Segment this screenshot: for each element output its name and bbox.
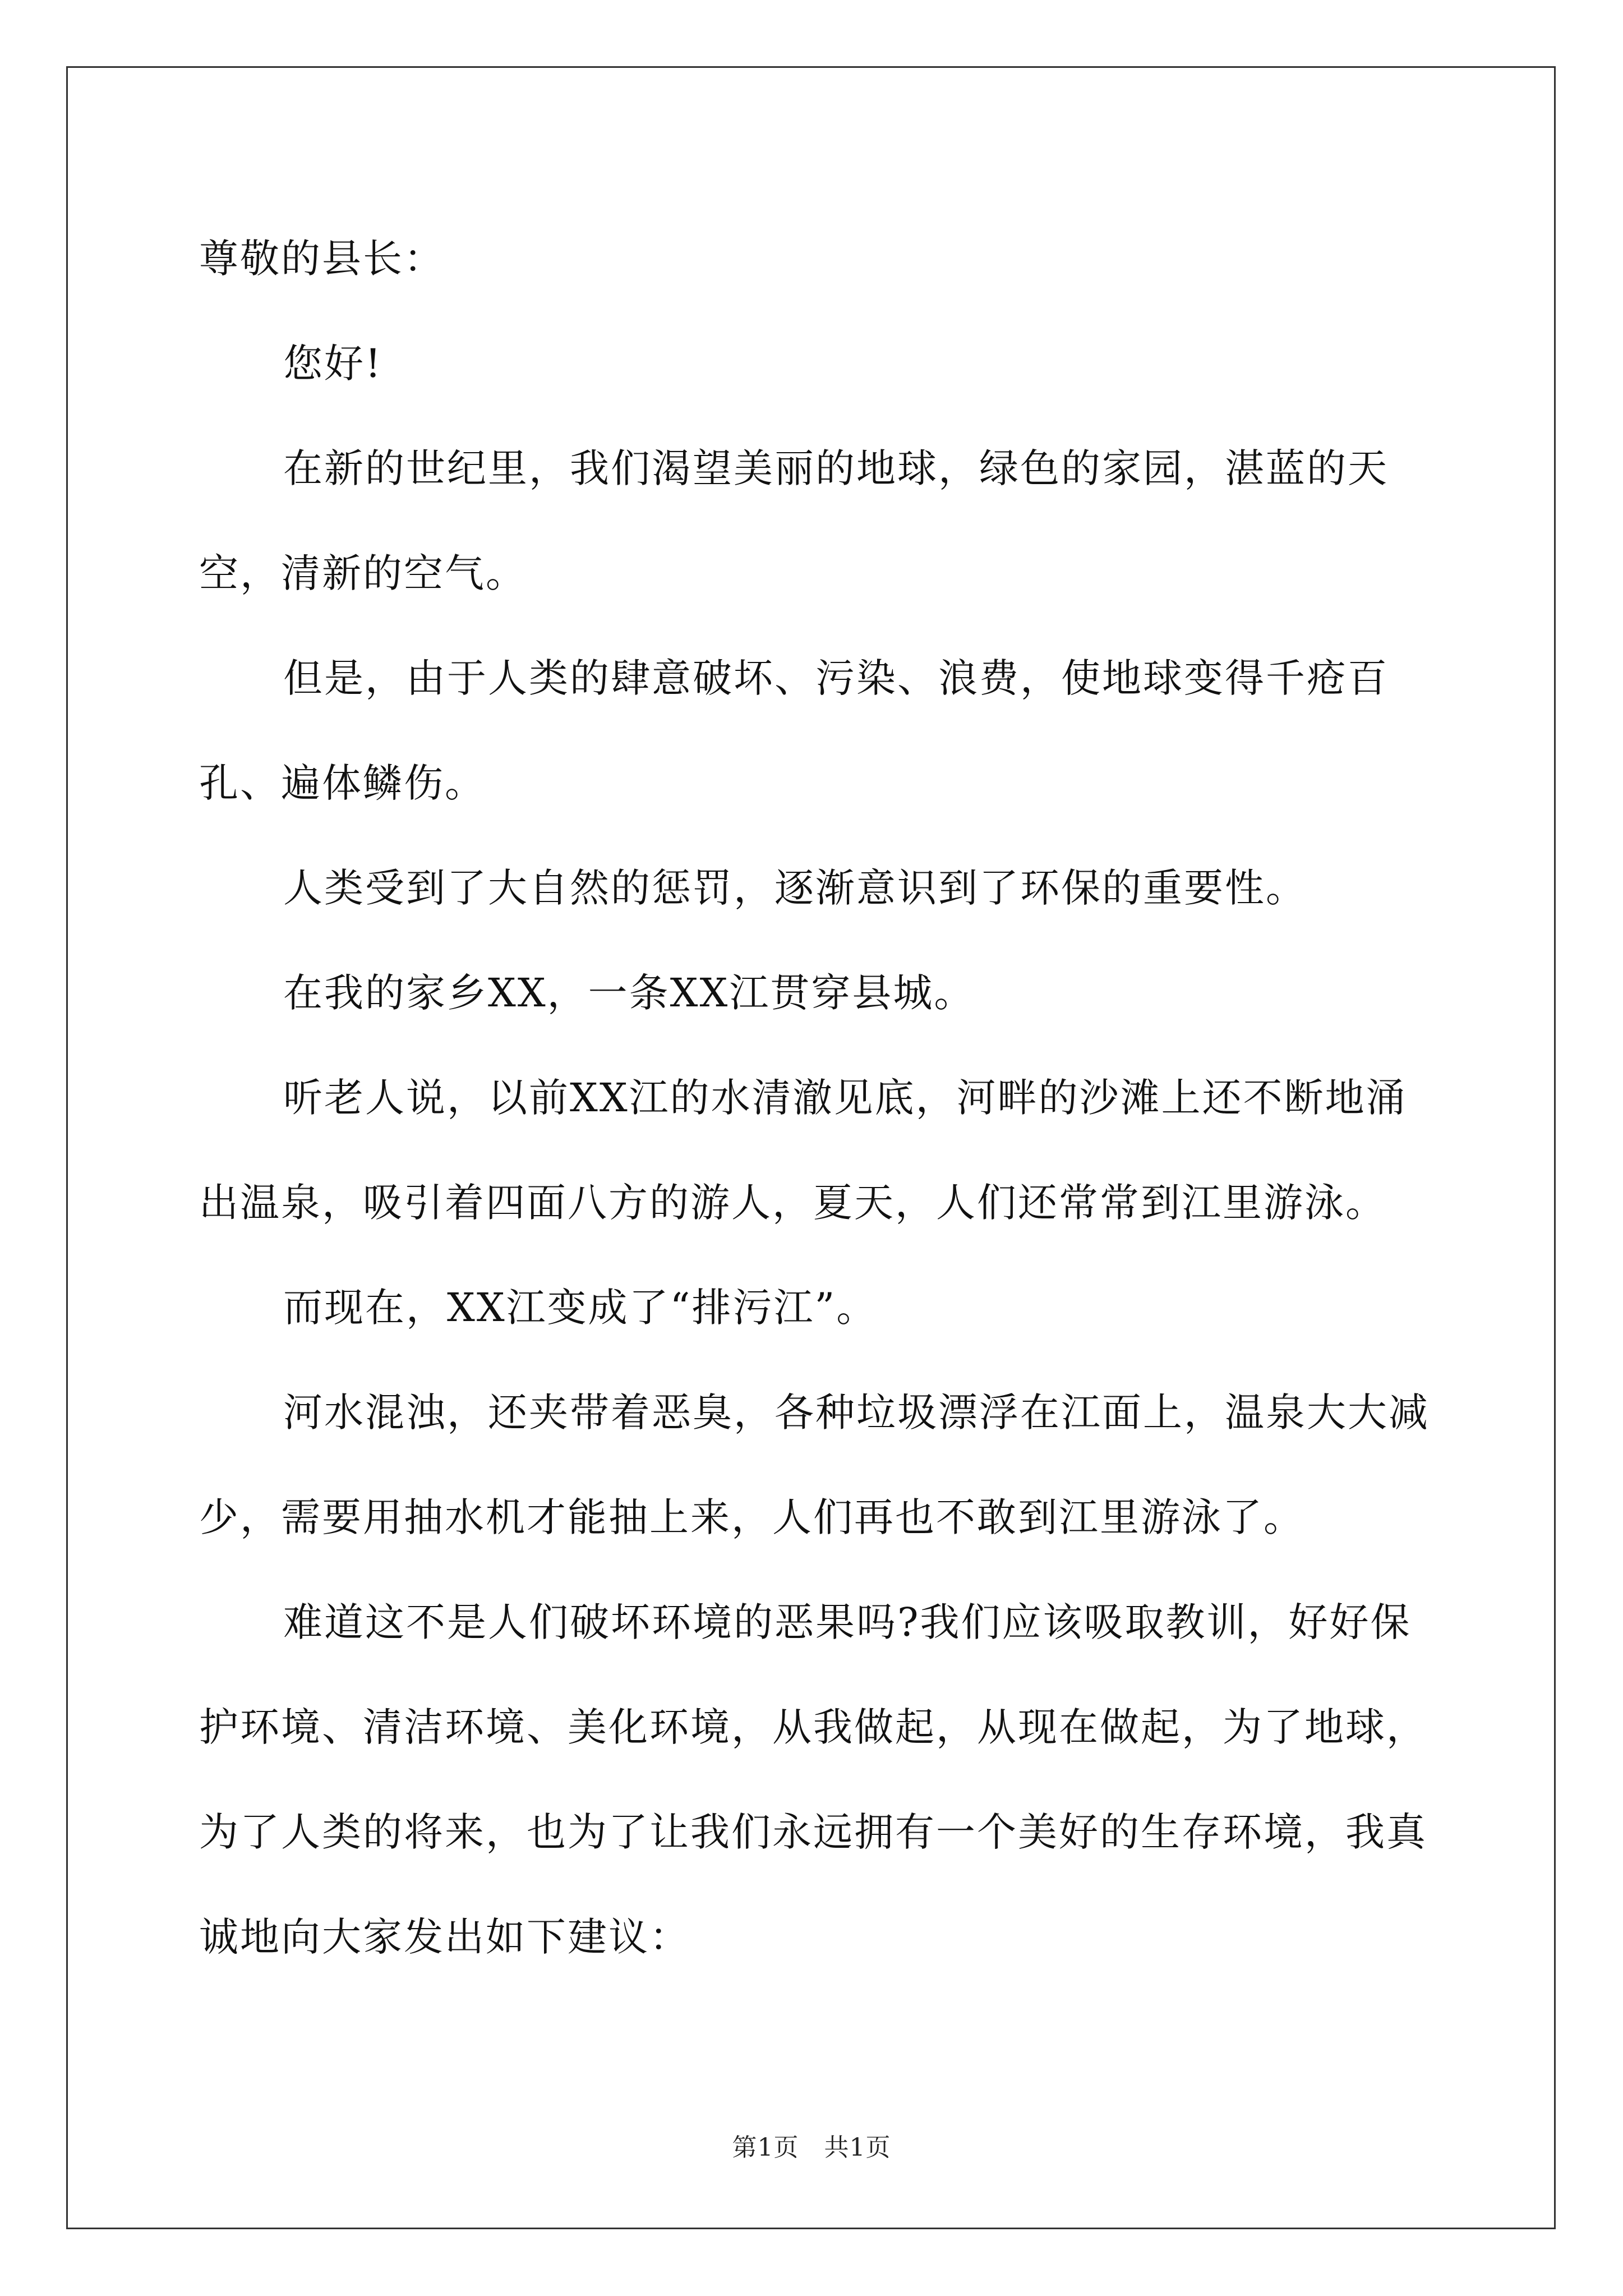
page-number: 第1页 共1页 [732,2133,891,2162]
paragraph-3: 但是，由于人类的肆意破坏、污染、浪费，使地球变得千疮百孔、遍体鳞伤。 [199,655,1389,806]
paragraph-8: 河水混浊，还夹带着恶臭，各种垃圾漂浮在江面上，温泉大大减少，需要用抽水机才能抽上来，人们再也不敢到江里游泳了。 [199,1389,1430,1540]
letter-body [199,206,1433,1990]
paragraph-1: 您好! [283,341,383,386]
paragraph-2: 在新的世纪里，我们渴望美丽的地球，绿色的家园，湛蓝的天空，清新的空气。 [199,445,1389,596]
paragraph-5: 在我的家乡XX，一条XX江贯穿县城。 [283,970,975,1016]
paragraph-4: 人类受到了大自然的惩罚，逐渐意识到了环保的重要性。 [283,865,1307,911]
paragraph-7: 而现在，XX江变成了“排污江”。 [283,1285,878,1331]
paragraph-9: 难道这不是人们破坏环境的恶果吗?我们应该吸取教训，好好保护环境、清洁环境、美化环境，从我做起，从现在做起，为了地球，为了人类的将来，也为了让我们永远拥有一个美好的生存环境，我真诚地向大家发出如下建议： [199,1599,1427,1960]
paragraph-6: 听老人说，以前XX江的水清澈见底，河畔的沙滩上还不断地涌出温泉，吸引着四面八方的游人，夏天，人们还常常到江里游泳。 [199,1075,1407,1226]
greeting: 尊敬的县长： [199,236,445,282]
